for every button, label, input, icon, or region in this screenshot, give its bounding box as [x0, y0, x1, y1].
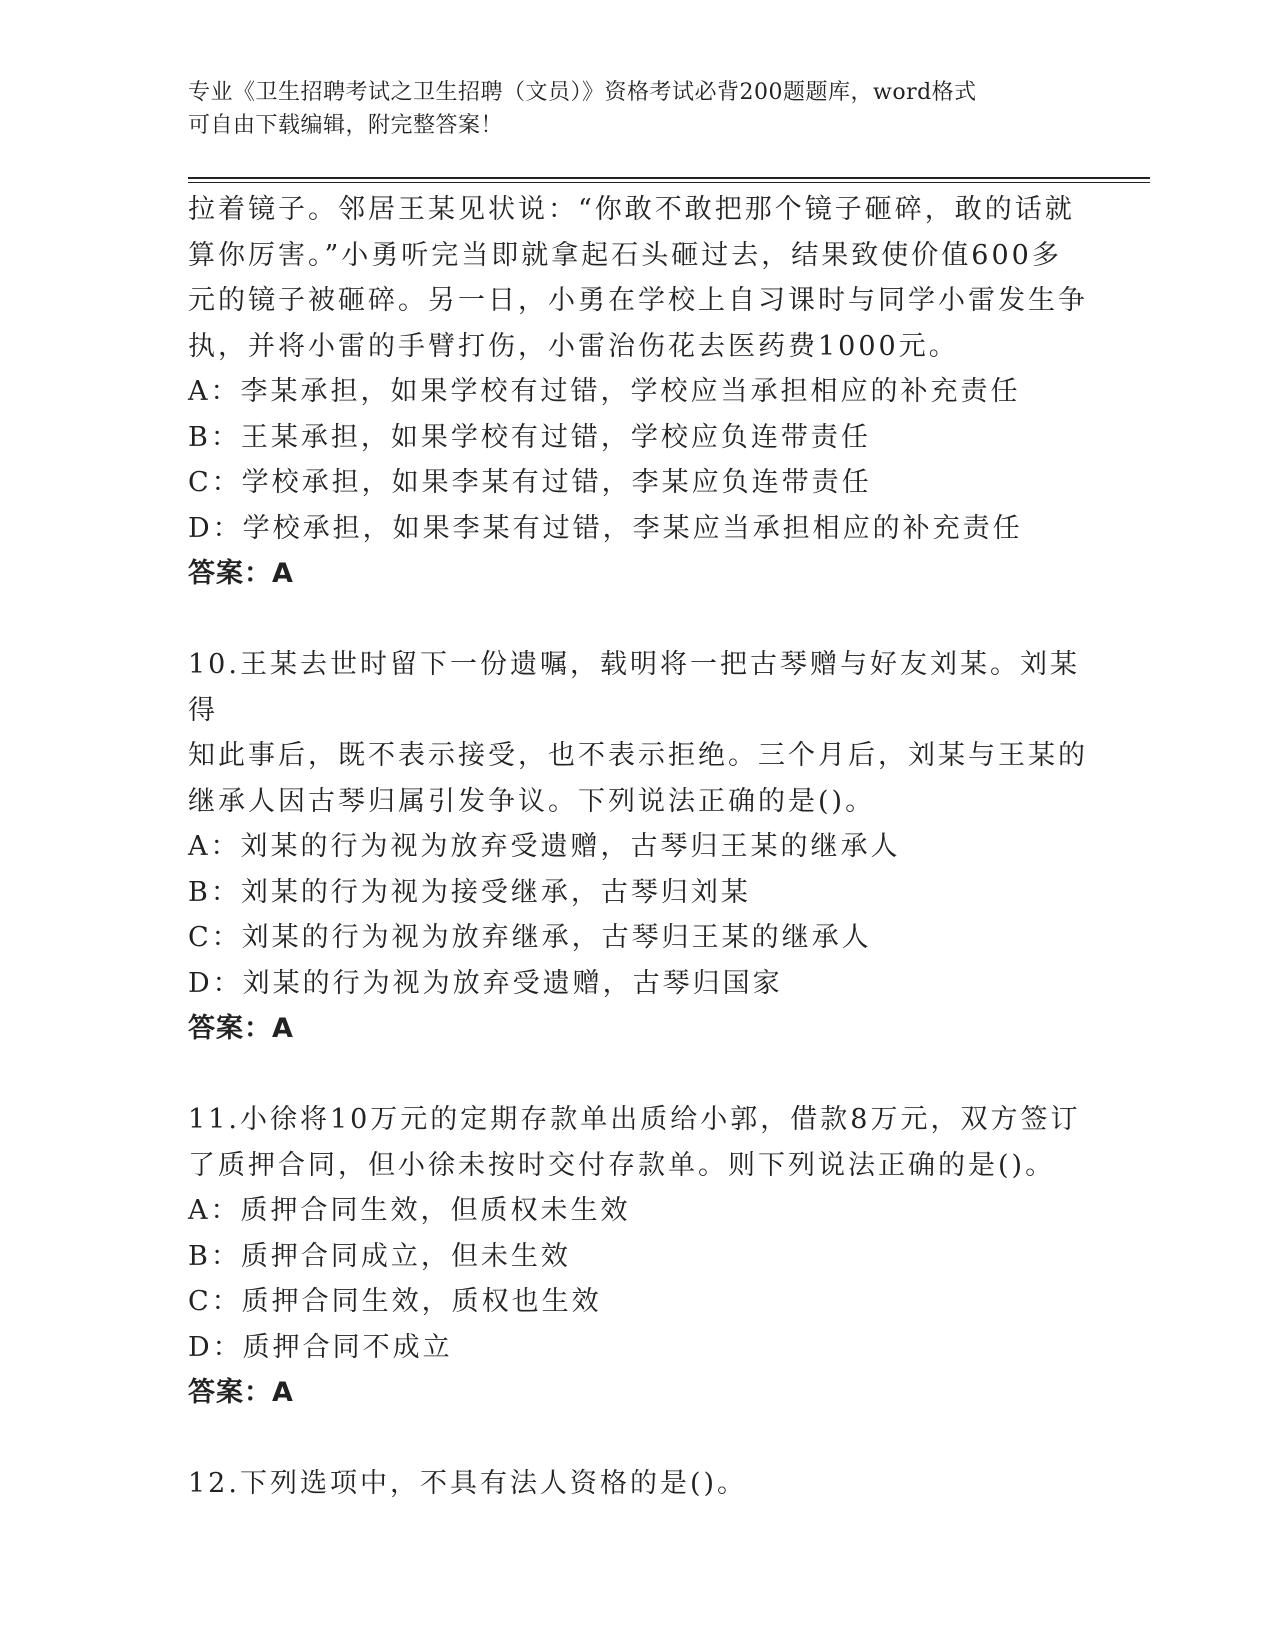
question-stem-line: 算你厉害。”小勇听完当即就拿起石头砸过去，结果致使价值600多	[188, 239, 1062, 271]
question-stem-line: 10.王某去世时留下一份遗嘱，载明将一把古琴赠与好友刘某。刘某得	[188, 649, 1080, 726]
answer-line: 答案：A	[188, 558, 294, 589]
header-rule-thick	[188, 177, 1150, 179]
option-a: A：李某承担，如果学校有过错，学校应当承担相应的补充责任	[188, 376, 1021, 407]
option-c: C：刘某的行为视为放弃继承，古琴归王某的继承人	[188, 922, 872, 953]
option-a: A：刘某的行为视为放弃受遗赠，古琴归王某的继承人	[188, 831, 901, 862]
spacer	[188, 1416, 1088, 1462]
option-b: B：质押合同成立，但未生效	[188, 1240, 571, 1272]
option-c: C：学校承担，如果李某有过错，李某应负连带责任	[188, 467, 872, 498]
header-line-1: 专业《卫生招聘考试之卫生招聘（文员）》资格考试必背200题题库，word格式	[188, 80, 977, 105]
option-c: C：质押合同生效，质权也生效	[188, 1286, 602, 1317]
question-stem-line: 执，并将小雷的手臂打伤，小雷治伤花去医药费1000元。	[188, 330, 959, 362]
question-stem-line: 继承人因古琴归属引发争议。下列说法正确的是()。	[188, 785, 876, 817]
option-d: D：质押合同不成立	[188, 1331, 453, 1363]
question-list	[188, 187, 1088, 1507]
spacer	[188, 597, 1088, 643]
answer-line: 答案：A	[188, 1013, 294, 1044]
question-stem-line: 知此事后，既不表示接受，也不表示拒绝。三个月后，刘某与王某的	[188, 740, 1088, 771]
question-stem-line: 拉着镜子。邻居王某见状说：“你敢不敢把那个镜子砸碎，敢的话就	[188, 194, 1075, 225]
question-12	[188, 1461, 1088, 1507]
option-b: B：刘某的行为视为接受继承，古琴归刘某	[188, 876, 751, 908]
question-stem-line: 12.下列选项中，不具有法人资格的是()。	[188, 1468, 748, 1499]
question-10	[188, 642, 1088, 1052]
option-d: D：刘某的行为视为放弃受遗赠，古琴归国家	[188, 967, 783, 999]
header-line-2: 可自由下载编辑，附完整答案！	[188, 113, 504, 138]
option-a: A：质押合同生效，但质权未生效	[188, 1195, 631, 1226]
question-11	[188, 1097, 1088, 1416]
question-stem-line: 了质押合同，但小徐未按时交付存款单。则下列说法正确的是()。	[188, 1149, 1056, 1181]
question-9	[188, 187, 1088, 597]
option-d: D：学校承担，如果李某有过错，李某应当承担相应的补充责任	[188, 512, 1023, 544]
spacer	[188, 1052, 1088, 1098]
header-rule-thin	[188, 182, 1150, 183]
question-stem-line: 11.小徐将10万元的定期存款单出质给小郭，借款8万元，双方签订	[188, 1104, 1081, 1135]
option-b: B：王某承担，如果学校有过错，学校应负连带责任	[188, 421, 871, 453]
answer-line: 答案：A	[188, 1377, 294, 1408]
page-header	[188, 76, 1088, 142]
question-stem-line: 元的镜子被砸碎。另一日，小勇在学校上自习课时与同学小雷发生争	[188, 285, 1088, 316]
